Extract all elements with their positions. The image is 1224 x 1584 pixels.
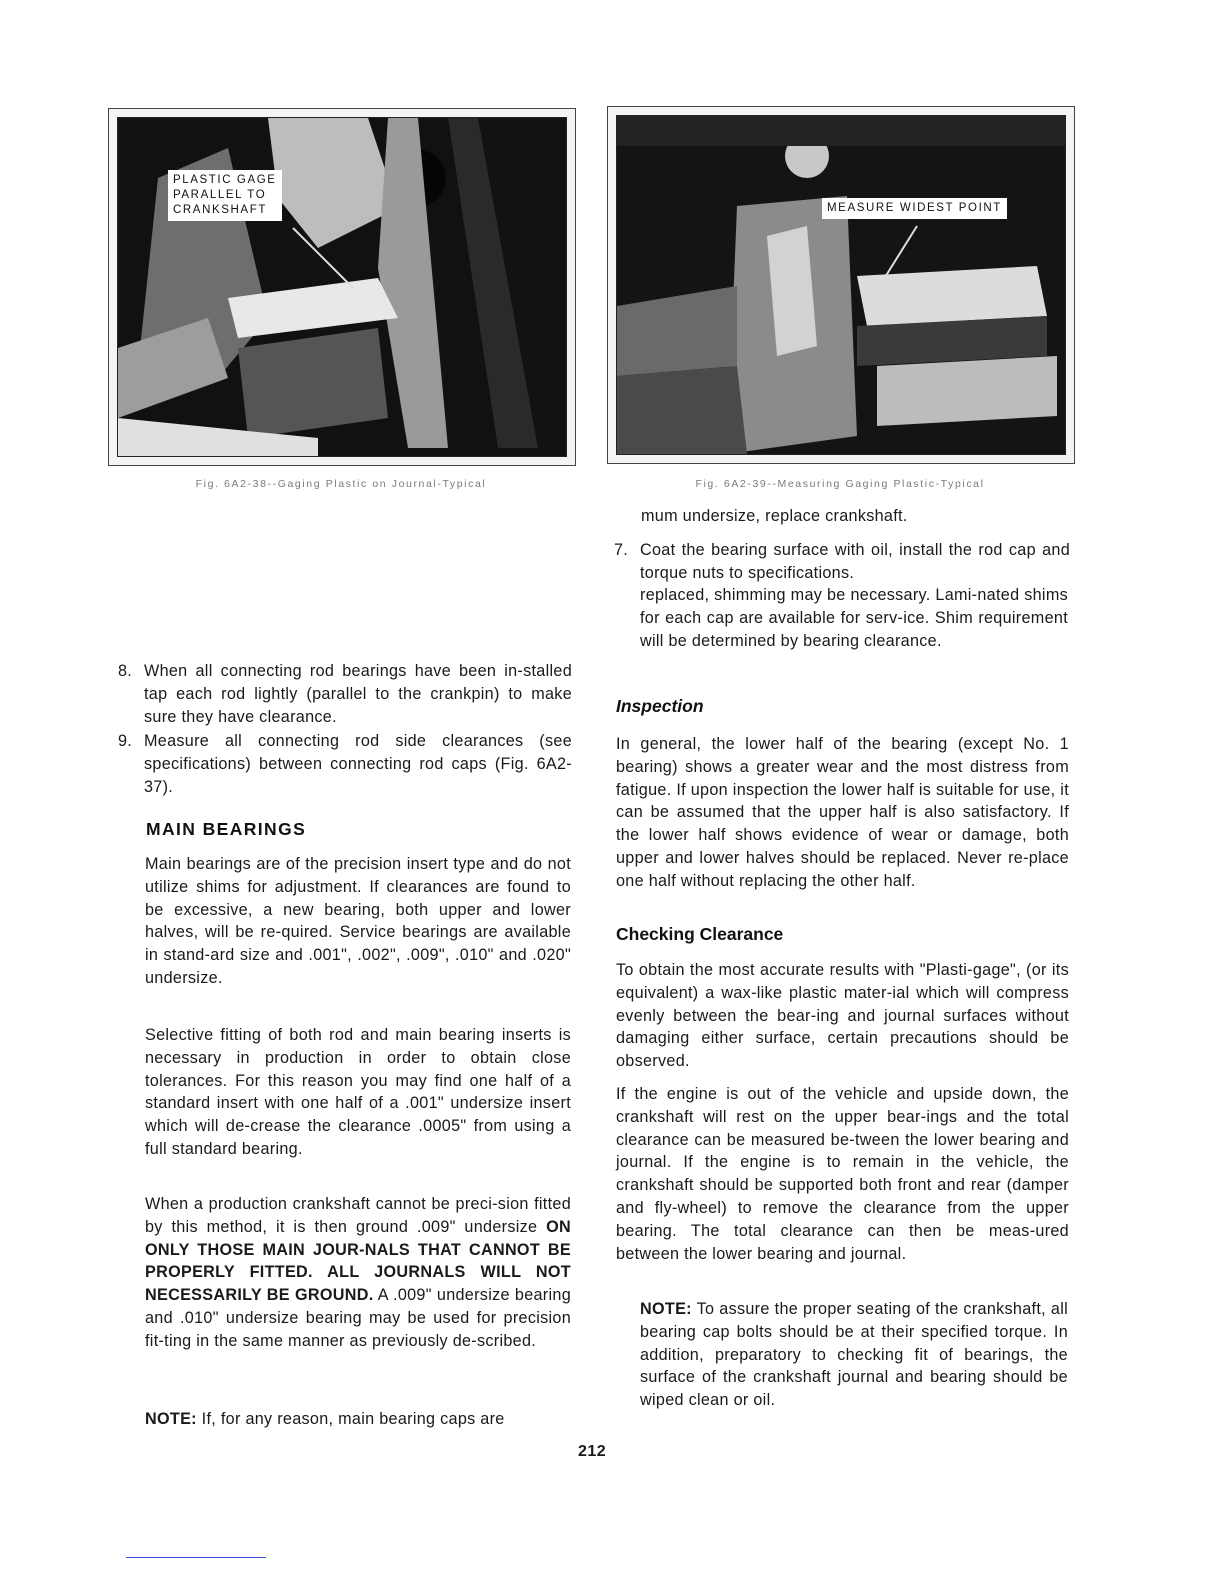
paragraph-text: A .009" undersize bearing and .010" undersize bearing may be used for precision fit-ting in the same manner as previously de-scribed. [145,1286,571,1350]
engine-journal-photo [118,118,566,456]
figure-6a2-39-photo [616,115,1066,455]
list-number: 9. [118,732,133,750]
figure-callout-measure-widest-point: MEASURE WIDEST POINT [822,198,1007,219]
note-text: If, for any reason, main bearing caps are [201,1410,505,1428]
list-item-text: When all connecting rod bearings have been in-stalled tap each rod lightly (parallel to the crankpin) to make sure they have clearance. [144,662,572,726]
list-item-text: Coat the bearing surface with oil, install the rod cap and torque nuts to specifications. [640,541,1070,582]
bottom-rule [126,1557,266,1558]
paragraph-main-bearings-1: Main bearings are of the precision insert type and do not utilize shims for adjustment. If clearances are found to be excessive, a new bearing, both upper and lower halves, will be re-quired. Service bearings are available in stand-ard size and .001", .002", .009", .010" and .020" undersize. [145,855,571,987]
heading-inspection: Inspection [616,696,704,716]
figure-6a2-38 [108,108,576,466]
figure-callout-plastic-gage: PLASTIC GAGE PARALLEL TO CRANKSHAFT [168,170,282,221]
paragraph-main-bearings-2: Selective fitting of both rod and main bearing inserts is necessary in production in order to obtain close tolerances. For this reason you may find one half of a standard insert with one half of a .001" undersize insert which will de-crease the clearance .0005" from using a full standard bearing. [145,1026,571,1158]
paragraph-shims: replaced, shimming may be necessary. Lami-nated shims for each cap are available for serv-ice. Shim requirement will be determined by bearing clearance. [640,586,1068,650]
list-number: 8. [118,662,133,680]
paragraph-main-bearings-3 [145,1193,571,1353]
paragraph-checking-clearance-2: If the engine is out of the vehicle and upside down, the crankshaft will rest on the upper bear-ings and the total clearance can be measured be-tween the lower bearing and journal. If the engine is to remain in the vehicle, the crankshaft should be supported both front and rear (damper and fly-wheel) to remove the clearance from the upper bearing. The total clearance can then be meas-ured between the lower bearing and journal. [616,1085,1069,1263]
paragraph-text: When a production crankshaft cannot be preci-sion fitted by this method, it is then ground .009" undersize [145,1195,571,1236]
list-item-9 [118,730,572,800]
page-number: 212 [578,1443,607,1460]
note-text: To assure the proper seating of the crankshaft, all bearing cap bolts should be at their specified torque. In addition, preparatory to checking fit of bearings, the surface of the crankshaft journal and bearing should be wiped clean or oil. [640,1300,1069,1410]
note-label: NOTE: [640,1300,692,1318]
figure-6a2-39 [607,106,1075,464]
note-label: NOTE: [145,1410,197,1428]
figure-6a2-38-photo [117,117,567,457]
list-item-7 [614,539,1070,587]
list-number: 7. [614,541,629,559]
emphasis-text: ON ONLY THOSE MAIN JOUR-NALS THAT CANNOT BE PROPERLY FITTED. ALL JOURNALS WILL NOT NECESSARILY BE GROUND. [145,1217,571,1305]
figure-caption-6a2-39: Fig. 6A2-39--Measuring Gaging Plastic-Typical [695,478,985,490]
paragraph-checking-clearance-1: To obtain the most accurate results with "Plasti-gage", (or its equivalent) a wax-like plastic mater-ial which will compress evenly between the bear-ing and journal surfaces without damaging either surface, certain precautions should be observed. [616,961,1069,1071]
figure-caption-6a2-38: Fig. 6A2-38--Gaging Plastic on Journal-Typical [195,478,487,490]
note-bearing-cap-torque [640,1298,1068,1412]
heading-main-bearings: MAIN BEARINGS [146,819,307,839]
note-main-bearing-caps [145,1408,571,1431]
paragraph-inspection: In general, the lower half of the bearing (except No. 1 bearing) shows a greater wear and the most distress from fatigue. If upon inspection the lower half is suitable for use, it can be assumed that the upper half is also satisfactory. If the lower half shows evidence of wear or damage, both upper and lower halves should be replaced. Never re-place one half without replacing the other half. [616,735,1069,890]
paragraph-continued: mum undersize, replace crankshaft. [641,507,908,525]
list-item-text: Measure all connecting rod side clearances (see specifications) between connecting rod caps (Fig. 6A2-37). [144,732,572,796]
list-item-8 [118,660,572,730]
heading-checking-clearance: Checking Clearance [616,924,784,944]
bearing-measure-photo [617,116,1065,454]
